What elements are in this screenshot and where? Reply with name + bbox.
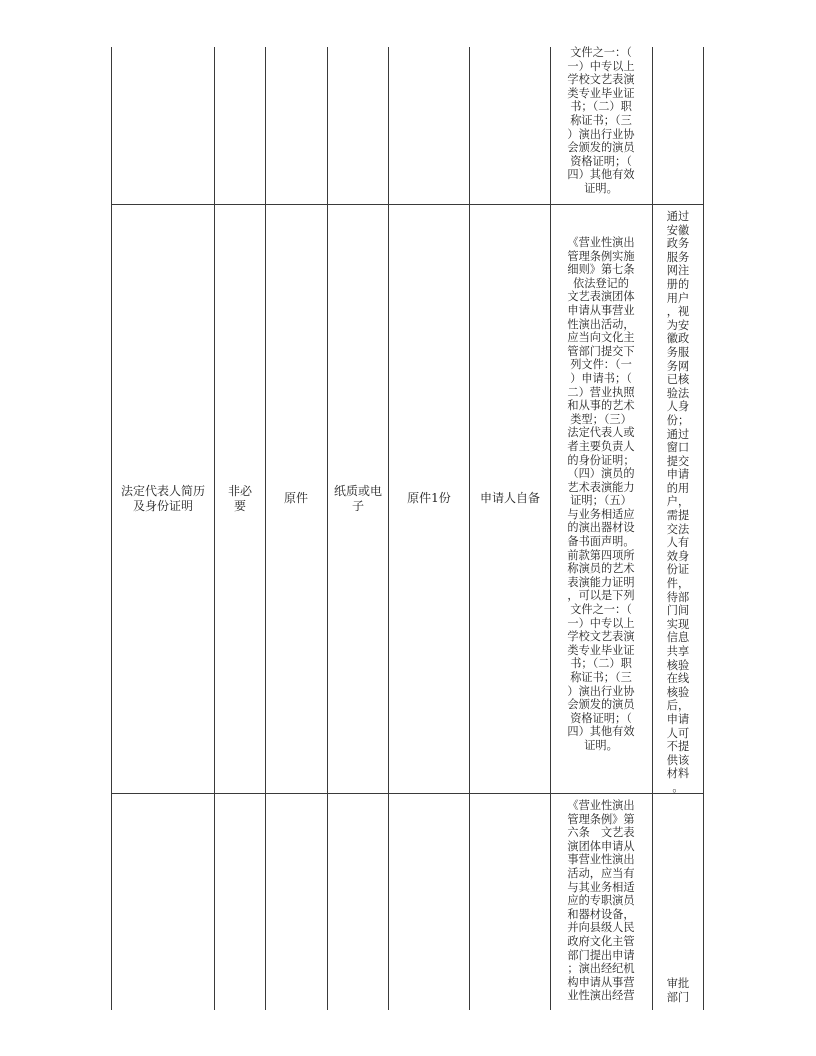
table-column-divider [214, 47, 215, 1010]
table-column-divider [388, 47, 389, 1010]
table-border-right [703, 47, 704, 1010]
table-column-divider [265, 47, 266, 1010]
table-border-left [111, 47, 112, 1010]
legal-basis-text: 《营业性演出 管理条例》第 六条 文艺表 演团体申请从 事营业性演出 活动，应当有 与其业务相适 应的专职演员 和器材设备， 并向县级人民 政府文化主管 部门提出申请 ；演出经纪机 构申请从事营 业性演出经营 [567, 799, 635, 1003]
legal-basis-text: 文件之一：（ 一）中专以上 学校文艺表演 类专业毕业证 书；（二）职 称证书；（三 ）演出行业协 会颁发的演员 资格证明；（ 四）其他有效 证明。 [567, 46, 635, 195]
remarks-text: 通过 安徽 政务 服务 网注 册的 用户 ，视 为安 徽政 务服 务网 已核 验法 人身 份； 通过 窗口 提交 申请 的用 户， 需提 交法 人有 效身 份证 件， 待部 门间 实现 信息 共享 核验 在线 核验 后， 申请 人可 不提 供该 材料 。 [666, 210, 690, 794]
table-row-divider [111, 793, 704, 794]
material-type: 原件 [283, 490, 308, 505]
required-flag: 非必要 [227, 484, 252, 513]
material-source: 申请人自备 [479, 490, 540, 505]
table-column-divider [652, 47, 653, 1010]
table-column-divider [550, 47, 551, 1010]
material-form: 纸质或电子 [333, 484, 382, 513]
legal-basis-text: 《营业性演出 管理条例实施 细则》第七条 依法登记的 文艺表演团体 申请从事营业 性演出活动， 应当向文化主 管部门提交下 列文件：（一 ）申请书；（ 二）营业执照 和从事的艺术 类型；（三） 法定代表人或 者主要负责人 的身份证明； （四）演员的 艺术表演能力 证明；（五） 与业务相适应 的演出器材设 备书面声明。 前款第四项所 称演员的艺术 表演能力证明 ，可以是下列 文件之一：（ 一）中专以上 学校文艺表演 类专业毕业证 书；（二）职 称证书；（三 ）演出行业协 会颁发的演员 资格证明；（ 四）其他有效 证明。 [567, 236, 635, 752]
table-column-divider [327, 47, 328, 1010]
material-name: 法定代表人简历及身份证明 [120, 484, 205, 513]
remarks-text: 审批 部门 [666, 977, 690, 1004]
material-quantity: 原件1份 [407, 490, 451, 505]
table-row-divider [111, 204, 704, 205]
table-column-divider [469, 47, 470, 1010]
